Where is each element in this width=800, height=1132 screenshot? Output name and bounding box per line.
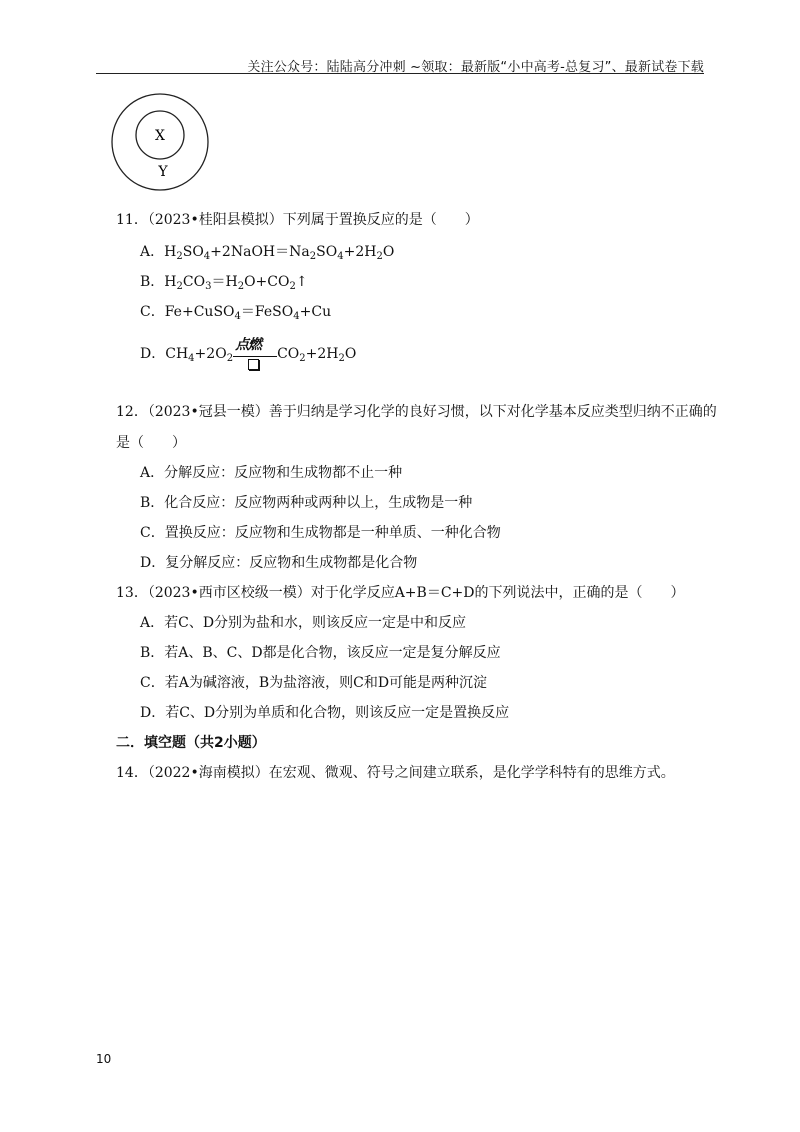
- q12-option-c: C．置换反应：反应物和生成物都是一种单质、一种化合物: [140, 525, 501, 541]
- q13-option-a: A．若C、D分别为盐和水，则该反应一定是中和反应: [140, 615, 467, 631]
- section-title: 二．填空题（共2小题）: [116, 735, 266, 751]
- label-y: Y: [158, 164, 168, 180]
- q12-stem-line1: 12．（2023•冠县一模）善于归纳是学习化学的良好习惯，以下对化学基本反应类型归纳不正确的: [116, 404, 717, 420]
- header-divider: [96, 73, 704, 74]
- q12-option-b: B．化合反应：反应物两种或两种以上，生成物是一种: [140, 495, 473, 511]
- reaction-condition: 点燃: [233, 344, 277, 364]
- label-x: X: [155, 128, 165, 144]
- q11-option-a: A．$H_2SO_4+2NaOH=Na_2SO_4+2H_2O$: [140, 244, 395, 262]
- q12-option-d: D．复分解反应：反应物和生成物都是化合物: [140, 555, 418, 571]
- q13-option-d: D．若C、D分别为单质和化合物，则该反应一定是置换反应: [140, 705, 510, 721]
- q12-option-a: A．分解反应：反应物和生成物都不止一种: [140, 465, 403, 481]
- q11-option-d: D．$CH_4+2O_2$ 点燃 $CO_2+2H_2O$: [140, 344, 356, 364]
- q13-option-c: C．若A为碱溶液，B为盐溶液，则C和D可能是两种沉淀: [140, 675, 488, 691]
- q11-stem: 11．（2023•桂阳县模拟）下列属于置换反应的是（ ）: [116, 212, 479, 228]
- venn-diagram: [110, 92, 210, 192]
- q14-stem: 14．（2022•海南模拟）在宏观、微观、符号之间建立联系，是化学学科特有的思维方式。: [116, 765, 675, 781]
- q13-stem: 13．（2023•西市区校级一模）对于化学反应A+B＝C+D的下列说法中，正确的是（ ）: [116, 585, 685, 601]
- q13-option-b: B．若A、B、C、D都是化合物，该反应一定是复分解反应: [140, 645, 501, 661]
- placeholder-box-icon: [248, 359, 259, 370]
- q12-stem-line2: 是（ ）: [116, 435, 186, 451]
- page-number: 10: [96, 1052, 112, 1066]
- q11-option-c: C．Fe+CuSO$_4$＝FeSO$_4$+Cu: [140, 304, 332, 322]
- page-header: 关注公众号：陆陆高分冲刺 ~领取：最新版“小中高考-总复习”、最新试卷下载: [247, 60, 704, 75]
- q11-option-b: B．$H_2CO_3=H_2O+CO_2↑$: [140, 274, 308, 292]
